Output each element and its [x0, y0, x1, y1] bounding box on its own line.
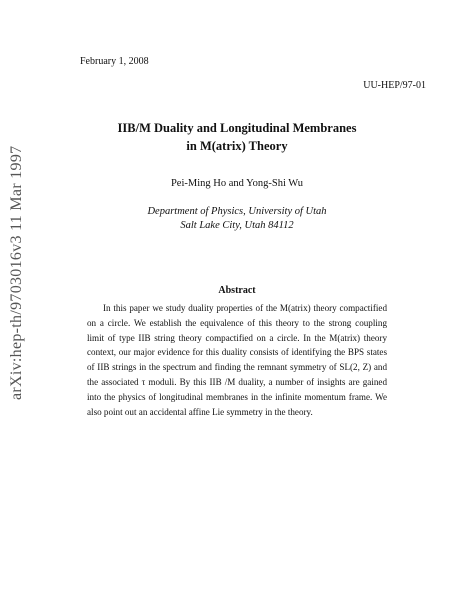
- date: February 1, 2008: [80, 56, 149, 67]
- abstract-line: context, our major evidence for this duality consists of identifying the BPS states: [87, 347, 387, 358]
- report-number: UU-HEP/97-01: [363, 80, 426, 91]
- affiliation-line-2: Salt Lake City, Utah 84112: [180, 220, 294, 231]
- authors: Pei-Ming Ho and Yong-Shi Wu: [170, 178, 304, 189]
- abstract-body: [87, 301, 387, 419]
- title-line-2: in M(atrix) Theory: [186, 139, 288, 153]
- title-line-1: IIB/M Duality and Longitudinal Membranes: [117, 121, 357, 135]
- affiliation: [0, 205, 474, 233]
- abstract-line: of IIB strings in the spectrum and finding the remnant symmetry of SL(2, Z) and: [87, 362, 387, 373]
- abstract-line: the associated τ moduli. By this IIB /M duality, a number of insights are gained: [87, 376, 387, 387]
- abstract-heading: Abstract: [218, 285, 256, 296]
- abstract-line: into the physics of longitudinal membranes in the infinite momentum frame. We: [87, 391, 387, 402]
- abstract-line: on a circle. We establish the equivalence of this theory to the strong coupling: [87, 317, 387, 328]
- abstract-line: also point out an accidental affine Lie symmetry in the theory.: [87, 406, 313, 417]
- paper-title: [0, 119, 474, 155]
- abstract-line: limit of type IIB string theory compactified on a circle. In the M(atrix) theory: [87, 332, 387, 343]
- arxiv-identifier: arXiv:hep-th/9703016v3 11 Mar 1997: [8, 145, 25, 400]
- affiliation-line-1: Department of Physics, University of Utah: [147, 206, 327, 217]
- abstract-line: In this paper we study duality properties of the M(atrix) theory compactified: [103, 303, 387, 313]
